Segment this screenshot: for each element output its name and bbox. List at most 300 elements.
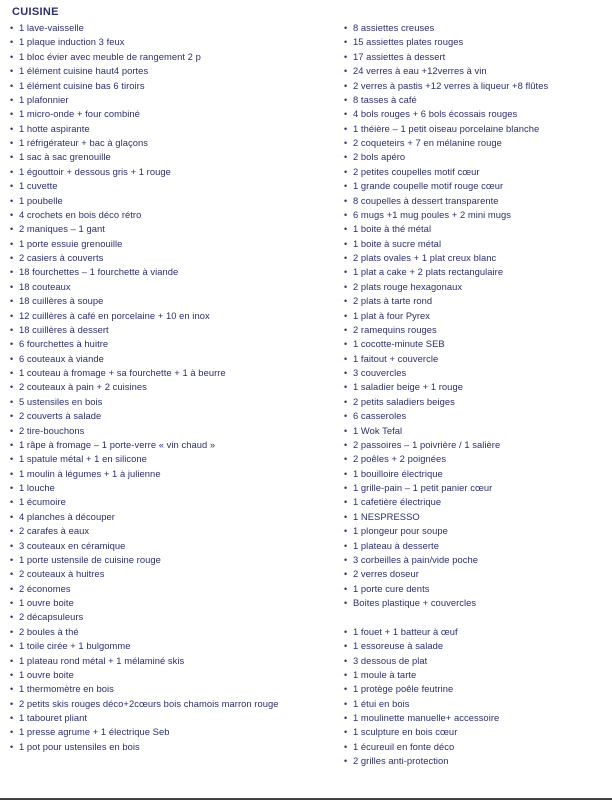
list-item (10, 179, 306, 193)
list-item (10, 452, 306, 466)
bullet-icon: • (344, 569, 348, 580)
list-item-label: 2 maniques – 1 gant (19, 223, 105, 235)
list-item (344, 136, 602, 150)
bullet-icon: • (10, 253, 14, 263)
list-item-label: 1 porte cure dents (353, 582, 430, 594)
list-item-label: 8 tasses à café (353, 93, 417, 105)
list-item-label: 1 poubelle (19, 194, 63, 206)
list-item-label: 2 ramequins rouges (353, 323, 437, 335)
list-item (10, 280, 306, 294)
list-item (344, 366, 602, 380)
bullet-icon: • (10, 109, 14, 120)
list-item (344, 697, 602, 711)
list-item-label: 1 élément cuisine haut4 portes (19, 65, 149, 77)
list-item-label: 2 verres doseur (353, 568, 419, 580)
list-item (344, 107, 602, 121)
list-item-label: 1 plateau à desserte (353, 539, 439, 551)
list-item (344, 668, 602, 682)
list-item (344, 93, 602, 107)
bullet-icon: • (344, 253, 348, 263)
bullet-icon: • (10, 310, 14, 321)
bullet-icon: • (10, 396, 14, 407)
list-item (10, 625, 306, 639)
list-item (10, 222, 306, 236)
bullet-icon: • (10, 669, 14, 680)
list-item-label: 3 dessous de plat (353, 654, 428, 666)
list-item-label: 1 sac à sac grenouille (19, 151, 111, 163)
bullet-icon: • (344, 138, 348, 148)
list-item-label: 1 boite à sucre métal (353, 237, 442, 249)
bullet-icon: • (344, 669, 348, 680)
bullet-icon: • (10, 339, 14, 350)
list-item-label: 1 élément cuisine bas 6 tiroirs (19, 79, 145, 91)
list-item (10, 424, 306, 438)
bullet-icon: • (344, 267, 348, 278)
list-item (344, 35, 602, 49)
list-item-label: 4 planches à découper (19, 510, 115, 522)
list-item (10, 682, 306, 696)
bullet-icon: • (344, 598, 348, 608)
bullet-icon: • (10, 454, 14, 465)
list-item-label: 2 couteaux à huitres (19, 568, 105, 580)
list-item (10, 481, 306, 495)
list-item-label: 2 plats rouge hexagonaux (353, 280, 463, 292)
bullet-icon: • (10, 23, 14, 33)
list-item (10, 654, 306, 668)
list-item-label: 2 couverts à salade (19, 410, 102, 422)
list-item-label: 2 petits skis rouges déco+2cœurs bois chamois marron rouge (19, 697, 279, 709)
bullet-icon: • (344, 483, 348, 493)
list-item-label: 24 verres à eau +12verres à vin (353, 65, 487, 77)
list-item-label: 1 saladier beige + 1 rouge (353, 381, 463, 393)
list-item (344, 64, 602, 78)
bullet-icon: • (344, 80, 348, 91)
list-item (344, 524, 602, 538)
list-item-label: 1 sculpture en bois cœur (353, 726, 458, 738)
bullet-icon: • (10, 37, 14, 48)
list-item-label: 1 spatule métal + 1 en silicone (19, 453, 147, 465)
list-item-label: 1 ouvre boite (19, 597, 74, 608)
list-item-label: 1 boite à thé métal (353, 223, 432, 235)
list-item-label: 12 cuillères à café en porcelaine + 10 en inox (19, 309, 210, 321)
bullet-icon: • (10, 353, 14, 364)
bullet-icon: • (10, 569, 14, 580)
bullet-icon: • (344, 497, 348, 508)
list-item (344, 582, 602, 596)
bullet-icon: • (10, 641, 14, 652)
list-item-label: 8 coupelles à dessert transparente (353, 194, 499, 206)
list-item-label: 2 poêles + 2 poignées (353, 453, 447, 465)
list-item (344, 610, 602, 624)
list-item-label: 1 égouttoir + dessous gris + 1 rouge (19, 165, 171, 177)
list-item-label: 1 toile cirée + 1 bulgomme (19, 640, 131, 652)
list-item-label: 1 plat a cake + 2 plats rectangulaire (353, 266, 504, 278)
list-item-label: 2 bols apéro (353, 151, 406, 163)
bullet-icon: • (344, 51, 348, 62)
bullet-icon: • (10, 540, 14, 551)
list-item (10, 323, 306, 337)
list-item (10, 697, 306, 711)
list-item (10, 294, 306, 308)
bullet-icon: • (10, 598, 14, 608)
list-item (10, 380, 306, 394)
list-item-label: 2 plats à tarte rond (353, 295, 433, 307)
bullet-icon: • (10, 368, 14, 378)
bullet-icon: • (344, 655, 348, 666)
list-item-label: 1 protège poêle feutrine (353, 683, 454, 695)
list-item (344, 639, 602, 653)
list-item-label: 2 couteaux à pain + 2 cuisines (19, 381, 147, 393)
list-item (10, 251, 306, 265)
bullet-icon: • (10, 281, 14, 292)
list-item-label: Boites plastique + couvercles (353, 597, 477, 608)
bullet-icon: • (344, 209, 348, 220)
bullet-icon: • (344, 382, 348, 393)
list-item-label: 1 plat à four Pyrex (353, 309, 431, 321)
bullet-icon: • (344, 727, 348, 738)
list-item (344, 654, 602, 668)
list-item-label: 1 porte ustensile de cuisine rouge (19, 553, 161, 565)
list-item-label: 1 lave-vaisselle (19, 22, 84, 33)
bullet-icon: • (344, 66, 348, 77)
bullet-icon: • (10, 94, 14, 105)
bullet-icon: • (10, 483, 14, 493)
list-item-label: 1 essoreuse à salade (353, 640, 444, 652)
bullet-icon: • (10, 526, 14, 537)
list-item (344, 409, 602, 423)
list-item (344, 725, 602, 739)
bullet-icon: • (344, 94, 348, 105)
bullet-icon: • (344, 425, 348, 436)
list-item (344, 352, 602, 366)
list-item (10, 610, 306, 624)
bullet-icon: • (344, 281, 348, 292)
bullet-icon: • (10, 166, 14, 177)
bullet-icon: • (10, 267, 14, 278)
list-item (10, 122, 306, 136)
bullet-icon: • (10, 66, 14, 77)
bullet-icon: • (344, 526, 348, 537)
list-item-label: 2 tire-bouchons (19, 424, 85, 436)
list-item-label: 2 petites coupelles motif cœur (353, 165, 480, 177)
list-item-label: 1 râpe à fromage – 1 porte-verre « vin chaud » (19, 438, 216, 450)
list-item (10, 165, 306, 179)
list-item (10, 582, 306, 596)
list-item-label: 1 bloc évier avec meuble de rangement 2 p (19, 50, 201, 62)
list-item (344, 395, 602, 409)
list-item (344, 21, 602, 35)
list-item (10, 409, 306, 423)
list-item-label: 1 écumoire (19, 496, 66, 508)
list-item-label: 1 couteau à fromage + sa fourchette + 1 à beurre (19, 367, 226, 378)
right-column (306, 21, 602, 769)
list-item (10, 725, 306, 739)
list-item-label: 6 couteaux à viande (19, 352, 104, 364)
list-item (344, 237, 602, 251)
list-item (344, 625, 602, 639)
bullet-icon: • (344, 439, 348, 450)
list-item (10, 539, 306, 553)
bullet-icon: • (344, 626, 348, 637)
list-item (344, 380, 602, 394)
bullet-icon: • (344, 353, 348, 364)
list-item (10, 136, 306, 150)
list-item-label: 17 assiettes à dessert (353, 50, 446, 62)
list-item-label: 18 cuillères à dessert (19, 323, 109, 335)
bullet-icon: • (10, 655, 14, 666)
list-item-label: 1 louche (19, 482, 55, 493)
bullet-icon: • (10, 713, 14, 723)
list-item (10, 337, 306, 351)
bullet-icon: • (344, 23, 348, 33)
bullet-icon: • (344, 37, 348, 48)
bullet-icon: • (10, 51, 14, 62)
bullet-icon: • (10, 80, 14, 91)
list-item-label: 1 micro-onde + four combiné (19, 108, 140, 120)
bullet-icon: • (344, 368, 348, 378)
bullet-icon: • (344, 224, 348, 235)
list-item-label: 1 fouet + 1 batteur à œuf (353, 625, 458, 637)
bullet-icon: • (344, 238, 348, 249)
bullet-icon: • (344, 454, 348, 465)
list-item (344, 682, 602, 696)
list-item (344, 194, 602, 208)
bullet-icon: • (344, 166, 348, 177)
bullet-icon: • (344, 468, 348, 479)
list-item (10, 265, 306, 279)
list-item (10, 438, 306, 452)
two-column-layout (10, 21, 602, 769)
list-item-label: 1 grille-pain – 1 petit panier cœur (353, 482, 493, 493)
list-item-label: 1 théière – 1 petit oiseau porcelaine blanche (353, 122, 540, 134)
list-item-label: 18 couteaux (19, 280, 71, 292)
list-item (10, 524, 306, 538)
footer-divider (0, 798, 612, 799)
bullet-icon: • (344, 713, 348, 723)
list-item-label: 2 boules à thé (19, 625, 79, 637)
list-item-label: 5 ustensiles en bois (19, 395, 103, 407)
list-item-label: 2 grilles anti-protection (353, 755, 449, 767)
bullet-icon: • (344, 554, 348, 565)
bullet-icon: • (10, 152, 14, 163)
bullet-icon: • (344, 641, 348, 652)
list-item (10, 208, 306, 222)
list-item (344, 208, 602, 222)
list-item (344, 265, 602, 279)
list-item-label: 2 petits saladiers beiges (353, 395, 455, 407)
list-item (10, 395, 306, 409)
list-item (344, 280, 602, 294)
list-item-label: 1 moulin à légumes + 1 à julienne (19, 467, 161, 479)
bullet-icon: • (344, 310, 348, 321)
list-item (344, 596, 602, 610)
list-item-label: 2 passoires – 1 poivrière / 1 salière (353, 438, 501, 450)
bullet-icon: • (10, 238, 14, 249)
bullet-icon: • (344, 296, 348, 307)
bullet-icon: • (344, 339, 348, 350)
list-item (344, 424, 602, 438)
right-inventory-list (344, 21, 602, 769)
list-item (344, 467, 602, 481)
list-item-label: 1 cafetière électrique (353, 496, 442, 508)
list-item-label: 2 coqueteirs + 7 en mélanine rouge (353, 137, 502, 148)
bullet-icon: • (10, 296, 14, 307)
bullet-icon: • (344, 123, 348, 134)
list-item (344, 251, 602, 265)
list-item-label: 3 corbeilles à pain/vide poche (353, 553, 479, 565)
list-item (344, 553, 602, 567)
bullet-icon: • (10, 439, 14, 450)
list-item (10, 352, 306, 366)
list-item (344, 510, 602, 524)
bullet-icon: • (344, 152, 348, 163)
list-item (344, 222, 602, 236)
list-item-label: 18 fourchettes – 1 fourchette à viande (19, 266, 179, 278)
list-item (10, 366, 306, 380)
bullet-icon: • (10, 612, 14, 623)
left-inventory-list (10, 21, 306, 754)
list-item-label: 1 plaque induction 3 feux (19, 36, 125, 48)
bullet-icon: • (10, 224, 14, 235)
bullet-icon: • (10, 741, 14, 752)
bullet-icon: • (10, 684, 14, 695)
list-item (10, 194, 306, 208)
bullet-icon: • (10, 468, 14, 479)
page-title: CUISINE (12, 6, 59, 18)
list-item (10, 50, 306, 64)
list-item-label: 1 tabouret pliant (19, 712, 88, 723)
bullet-icon: • (344, 698, 348, 709)
list-item-label: 1 faitout + couvercle (353, 352, 439, 364)
list-item-label: 2 verres à pastis +12 verres à liqueur +8 flûtes (353, 79, 549, 91)
list-item (344, 711, 602, 725)
bullet-icon: • (10, 209, 14, 220)
list-item (344, 150, 602, 164)
list-item-label: 1 grande coupelle motif rouge cœur (353, 180, 504, 192)
list-item-label: 1 Wok Tefal (353, 424, 403, 436)
bullet-icon: • (10, 583, 14, 594)
list-item (10, 309, 306, 323)
list-item-label: 2 plats ovales + 1 plat creux blanc (353, 252, 497, 263)
list-item (10, 740, 306, 754)
list-item-label: 1 plafonnier (19, 93, 69, 105)
list-item (10, 93, 306, 107)
list-item-label: 1 hotte aspirante (19, 122, 90, 134)
list-item-label: 2 économes (19, 582, 71, 594)
bullet-icon: • (10, 181, 14, 192)
list-item-label: 1 presse agrume + 1 électrique Seb (19, 726, 170, 738)
bullet-icon: • (344, 741, 348, 752)
bullet-icon: • (344, 195, 348, 206)
list-item (10, 107, 306, 121)
list-item-label: 1 moulinette manuelle+ accessoire (353, 712, 500, 723)
bullet-icon: • (344, 411, 348, 422)
list-item-label: 18 cuillères à soupe (19, 295, 104, 307)
list-item-label: 1 étui en bois (353, 697, 410, 709)
bullet-icon: • (10, 382, 14, 393)
bullet-icon: • (344, 684, 348, 695)
list-item (344, 165, 602, 179)
list-item (10, 237, 306, 251)
bullet-icon: • (10, 698, 14, 709)
bullet-icon: • (10, 626, 14, 637)
list-item (10, 64, 306, 78)
bullet-icon: • (10, 425, 14, 436)
list-item (344, 79, 602, 93)
bullet-icon: • (10, 727, 14, 738)
bullet-icon: • (10, 123, 14, 134)
list-item-label: 1 bouilloire électrique (353, 467, 443, 479)
list-item (10, 510, 306, 524)
list-item-label: 6 casseroles (353, 410, 407, 422)
list-item-label: 2 décapsuleurs (19, 611, 84, 623)
bullet-icon: • (344, 756, 348, 767)
list-item-label: 2 casiers à couverts (19, 252, 104, 263)
list-item (10, 639, 306, 653)
list-item (10, 711, 306, 725)
bullet-icon: • (344, 583, 348, 594)
list-item-label: 1 porte essuie grenouille (19, 237, 123, 249)
bullet-icon: • (10, 497, 14, 508)
list-item-label: 1 cocotte-minute SEB (353, 338, 445, 350)
left-column (10, 21, 306, 754)
list-item (10, 553, 306, 567)
bullet-icon: • (10, 324, 14, 335)
bullet-icon: • (344, 511, 348, 522)
list-item-label: 2 carafes à eaux (19, 525, 90, 537)
list-item-label: 1 pot pour ustensiles en bois (19, 740, 140, 752)
list-item (10, 150, 306, 164)
list-item-label: 1 thermomètre en bois (19, 683, 114, 695)
bullet-icon: • (344, 540, 348, 551)
list-item-label: 15 assiettes plates rouges (353, 36, 464, 48)
bullet-icon: • (344, 324, 348, 335)
bullet-icon: • (344, 181, 348, 192)
list-item (344, 452, 602, 466)
list-item (10, 596, 306, 610)
list-item-label: 1 cuvette (19, 180, 58, 192)
bullet-icon: • (10, 511, 14, 522)
list-item (344, 179, 602, 193)
list-item-label: 6 mugs +1 mug poules + 2 mini mugs (353, 208, 512, 220)
list-item-label: 1 NESPRESSO (353, 510, 420, 522)
list-item (344, 122, 602, 136)
list-item (10, 668, 306, 682)
list-item (344, 337, 602, 351)
list-item-label: 1 écureuil en fonte déco (353, 740, 455, 752)
list-item (344, 294, 602, 308)
list-item (344, 323, 602, 337)
list-item (344, 740, 602, 754)
list-item (344, 438, 602, 452)
list-item-label: 1 ouvre boite (19, 668, 74, 680)
list-item-label: 3 couvercles (353, 367, 407, 378)
list-item (344, 754, 602, 768)
list-item-label: 3 couteaux en céramique (19, 539, 126, 551)
list-item (344, 309, 602, 323)
list-item-label: 6 fourchettes à huitre (19, 338, 109, 350)
bullet-icon: • (344, 396, 348, 407)
list-item-label: 1 plateau rond métal + 1 mélaminé skis (19, 654, 185, 666)
list-item (10, 495, 306, 509)
list-item (344, 50, 602, 64)
list-item (344, 495, 602, 509)
list-item (344, 567, 602, 581)
list-item-label: 1 réfrigérateur + bac à glaçons (19, 137, 148, 148)
list-item-label: 8 assiettes creuses (353, 22, 435, 33)
bullet-icon: • (10, 411, 14, 422)
list-item (10, 567, 306, 581)
